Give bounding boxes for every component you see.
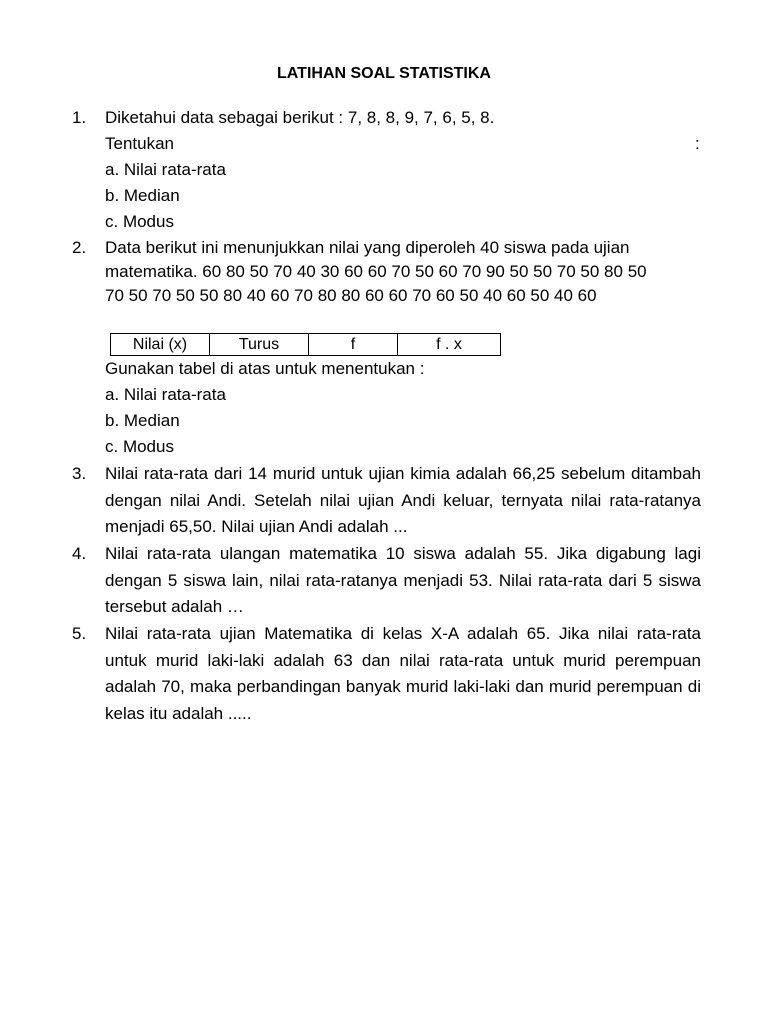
table-header-f: f	[309, 334, 398, 356]
table-header-turus: Turus	[210, 334, 309, 356]
question-5-text: Nilai rata-rata ujian Matematika di kelas X-A adalah 65. Jika nilai rata-rata untuk murid laki-laki adalah 63 dan nilai rata-rata untuk murid perempuan adalah 70, maka perbandingan banyak murid laki-laki dan murid perempuan di kelas itu adalah .....	[105, 624, 701, 723]
question-4-number: 4.	[72, 544, 87, 563]
page-title: LATIHAN SOAL STATISTIKA	[277, 65, 491, 82]
question-2-item-a: a. Nilai rata-rata	[105, 385, 226, 404]
frequency-table	[110, 333, 501, 356]
question-1-colon: :	[695, 134, 700, 153]
question-4-text: Nilai rata-rata ulangan matematika 10 siswa adalah 55. Jika digabung lagi dengan 5 siswa lain, nilai rata-ratanya menjadi 53. Nilai rata-rata dari 5 siswa tersebut adalah …	[105, 544, 701, 616]
table-header-row	[111, 334, 501, 356]
question-1-item-b: b. Median	[105, 186, 180, 205]
question-2-item-b: b. Median	[105, 411, 180, 430]
question-3-number: 3.	[72, 464, 87, 483]
question-1-item-c: c. Modus	[105, 212, 174, 231]
question-1-number: 1.	[72, 108, 87, 127]
table-header-nilai: Nilai (x)	[111, 334, 210, 356]
question-5-number: 5.	[72, 624, 87, 643]
question-1-item-a: a. Nilai rata-rata	[105, 160, 226, 179]
question-3-text: Nilai rata-rata dari 14 murid untuk ujian kimia adalah 66,25 sebelum ditambah dengan nilai Andi. Setelah nilai ujian Andi keluar, ternyata nilai rata-ratanya menjadi 65,50. Nilai ujian Andi adalah ...	[105, 464, 701, 536]
question-2-line-3: 70 50 70 50 50 80 40 60 70 80 80 60 60 70 60 50 40 60 50 40 60	[105, 286, 597, 305]
question-2-line-1: Data berikut ini menunjukkan nilai yang diperoleh 40 siswa pada ujian	[105, 238, 630, 257]
table-header-fx: f . x	[398, 334, 501, 356]
question-1-prompt: Tentukan	[105, 134, 174, 153]
question-1-text: Diketahui data sebagai berikut : 7, 8, 8, 9, 7, 6, 5, 8.	[105, 108, 495, 127]
question-2-item-c: c. Modus	[105, 437, 174, 456]
question-2-instruction: Gunakan tabel di atas untuk menentukan :	[105, 359, 425, 378]
question-2-line-2: matematika. 60 80 50 70 40 30 60 60 70 50 60 70 90 50 50 70 50 80 50	[105, 262, 647, 281]
question-2-number: 2.	[72, 238, 87, 257]
